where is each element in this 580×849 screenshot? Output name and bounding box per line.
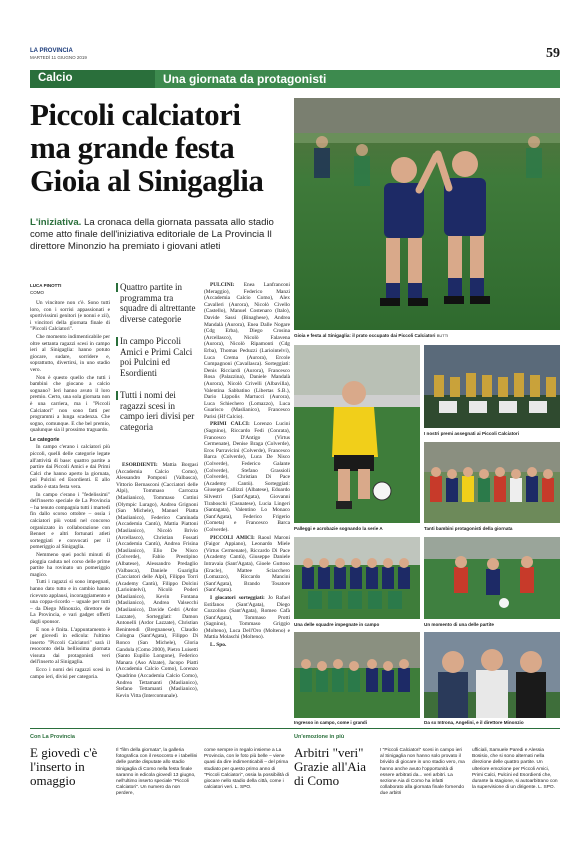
photo-caption: Da sx Introna, Angelini, e il direttore Minonzio (424, 720, 524, 725)
photo-caption: Palleggi e acrobazie sognando la serie A (294, 526, 383, 531)
player-list: Lorenzo Lucini (Sagnino), Riccardo Fedi (Conrata), Francesco D'Antigo (Virtus Cermenate), Denise Braga (Colverde), Eros Parravicini (Colverde), Francesco Barca (Colverde), Luca De Nisco (Colverde), Federico Galante (Colverde), Stefano Grassioli (Colverde), Christian Di Pace (Academy Cantù). Sorteggiati: Giuseppe Callizzi (Albatese), Edoardo Silvestri (Sant'Agata), Giovanni Tiraboschi (Casnatese), Lucia Lingeri (Santagata), Valentino Lo Monaco (Sant'Agata), Federico Frigerio (Cometa) e Francesco Barca (Colverde). (204, 421, 290, 533)
paragraph: Un vincitore non c'è. Sono tutti loro, con i sorrisi appassionati e sportivissimi genitori (e nonni e zii), i vincitori della giornata finale di "Piccoli Calciatori". (30, 300, 110, 333)
photo-caption: Ingresso in campo, come i grandi (294, 720, 368, 725)
pull-quote: Tutti i nomi dei ragazzi scesi in campo ieri divisi per categoria (116, 390, 198, 432)
player-list: Raoul Maroni (Faigor Appiano), Leonardo Miele (Virtus Cermenate), Riccardo Di Pace (Academy Cantù), Giuseppe Daniele Intravaia (Sant'Agata), Gioele Guttoso (Eracle), Mattee Sciacchero (Lomazzo), Riccardo Mancini (Sant'Agata), Brando Tosatore (Sant'Agata). (204, 534, 290, 594)
pull-quote: Quattro partite in programma tra squadre di altrettante diverse categorie (116, 282, 198, 324)
box-right-headline: Arbitri "veri" Grazie all'Aia di Como (294, 745, 366, 788)
photo-caption: I nostri premi assegnati ai Piccoli Calciatori (424, 431, 519, 436)
article-column-2 (116, 462, 198, 718)
category-heading: I giocatori sorteggiati: (210, 594, 265, 601)
signature: L. SPO. (538, 785, 555, 791)
kicker: L'iniziativa. (30, 217, 82, 228)
standfirst-text: La cronaca della giornata passata allo stadio come atto finale dell'iniziativa editoriale de La Provincia Il direttore Minonzio ha premiato i giovani atleti (30, 217, 274, 252)
player-list: Enea Lanfranconi (Meraggio), Federico Manzi (Accademia Calcio Como), Alex Cavalleri (Aurora), Nicolò Civello (Castello), Manuel Costenaro (Italo), Davide Sassi (Binaghese), Andrea Mandalà (Aurora), Enea Dalle Nogare (Cdg Erba), Diego Crosina (Arcellasco), Nicolò Falavena (Aurora), Nicolò Ripamonti (Cdg Erba), Thomas Peduzzi (Lariointelvi), Luca Crema (Aurora), Ercole Compagnoni (Cavallasca). Sorteggiati: Denis Ricciardi (Aurora), Francesco Rosa (Palazzina), Daniele Mandalà (Aurora), Nicolò Crivelli (Albavilla), Valentina Sabbatino (Libertas S.B.), Dario Lippolis Martucci (Aurora), Luca Schiechero (Lomazzo), Luca Guarisco (Maslianico), Francesco Parisi (Hf Calcio). (204, 282, 290, 420)
pull-quote: In campo Piccoli Amici e Primi Calci poi Pulcini ed Esordienti (116, 336, 198, 378)
paragraph: E non è finita. L'appuntamento è per giovedì in edicola: l'ultimo inserto "Piccoli Calciatori" sarà il resoconto della bellissima giornata vissuta dai protagonisti veri dell'inserto al Sinigaglia. (30, 626, 110, 666)
bottom-divider (30, 728, 560, 729)
headline-line-3: Gioia al Sinigaglia (30, 163, 264, 198)
photo-caption: Un momento di una delle partite (424, 622, 494, 627)
box-left-headline: E giovedì c'è l'inserto in omaggio (30, 745, 98, 788)
page-number: 59 (546, 46, 560, 61)
paragraph: Non è questo quello che tutti i bambini che giocano a calcio sognano? Ieri hanno avuto il loro premio. Certo, una sola giornata non è una carriera, ma i "Piccoli Calciatori" non sono fatti per programmi a lunga scadenza. Che sogno, comunque. E che bel premio, qualunque sia il prossimo traguardo. (30, 374, 110, 434)
photo-direttore (424, 632, 560, 718)
category-heading: PRIMI CALCI: (210, 421, 250, 428)
paragraph: Tutti i ragazzi si sono impegnati, hanno dato tutto e in cambio hanno ricevuto applausi, incoraggiamento e una coppa-ricordo – uguale per tutti – da Diego Minonzio, direttore de La Provincia, e vari gadget offerti dagli sponsor. (30, 579, 110, 625)
photo-squadra (294, 537, 420, 619)
headline (30, 98, 290, 197)
paragraph: Che momento indimenticabile per oltre settanta ragazzi scesi in campo ieri al Sinigaglia: hanno potuto giocare, sudare, sorridere e, soprattutto, divertirsi, in uno stadio vero. (30, 333, 110, 373)
photo-partita (424, 537, 560, 619)
main-photo (294, 98, 560, 330)
photo-tanti-bambini (424, 442, 560, 523)
box-left-section: Con La Provincia (30, 734, 75, 740)
paragraph: Nemmeno quei pochi minuti di pioggia caduta nel corso delle prime partite ha rovinato un pomeriggio magico. (30, 551, 110, 578)
signature: L. Spo. (210, 642, 227, 649)
photo-credit: BUTTI (436, 333, 449, 338)
author-city: COMO (30, 290, 44, 295)
player-list: Jo Rafael Estifanos (Sant'Agata), Diego Cozzolino (Sant'Agata), Romeo Cafà (Sant'Agata), Tommaso Protti (Sagnino), Tommaso Griggio (Molteno), Luca Dell'Oro (Molteno) e Mattia Molaschi (Molteno). (204, 594, 290, 641)
standfirst (30, 217, 295, 253)
box-right-text-1: I "Piccoli Calciatori" scesi in campo ieri al Sinigaglia non hanno solo provato il brivido di giocare in uno stadio vero, ma hanno anche avuto l'opportunità di essere arbitrati da... veri arbitri. La sezione Aia di Como ha infatti collaborato alla giornata finale fornendo due arbitri (380, 748, 465, 797)
article-column-3 (204, 282, 290, 720)
paragraph: In campo c'erano i "fedelissimi" dell'inserto speciale de La Provincia – ha tenuto compagnia tutti i martedì fin dallo scorso ottobre – ossia i calciatori più votati nel concorso organizzato in collaborazione con Bennet e altri fortunati atleti sorteggiati e convocati per il pomeriggio al Sinigaglia. (30, 491, 110, 551)
publication-name: LA PROVINCIA (30, 48, 73, 54)
section-bar (30, 70, 560, 88)
section-label: Calcio (30, 70, 155, 88)
box-left-text-1: Il "film della giornata", la galleria fotografica con il resoconto e i tabellini delle partite disputate allo stadio Sinigaglia di Como nella festa finale saranno in edicola giovedì 13 giugno, nell'ultimo inserto speciale "Piccoli Calciatori". Un numero da non perdere, (116, 748, 198, 797)
main-photo-caption: Gioia e festa al Sinigaglia: il prato occupato dai Piccoli Calciatori BUTTI (294, 333, 449, 338)
player-list: Mattia Borgasi (Accademia Calcio Como), Alessandro Pomponi (Valbasca), Vittorio Bernasconi (Cacciatori delle Alpi), Tommaso Carrozza (Maslianico), Tommaso Cottini (Olympic Lurago), Andrea Grignoni (San Michele), Manuel Piatta (Maslianico), Federico Caminada (Accademia Cantù), Mattia Piattoni (Maslianico), Nicolò Brivio (Arcellasco), Christian Fossati (Accademia Cantù), Andrea Frisina (Maslianico), Elio De Nisco (Colverde), Fabio Prestipino (Albatese), Alessandro Predaglio (Valbasca), Daniele Guariglia (Cacciatori delle Alpi), Filippo Torri (Academy Cantù), Filippo Dolcini (Lariointelvi), Nicolò Poderi (Maslianico), Kevin Fontana (Maslianico), Andrea Valsecchi (Maslianico), Davide Cedri (Ardor Lazzate), Sortegglati: Damon Antonelli (Ardor Lazzate), Christian Benintendi (Bregnanese), Claudio Cologna (Sant'Agata), Filippo Di Ronco (San Michele), Gloria Gandola (Como 2000), Pietro Luisetti (Santo Eupilio Longone), Federico Manara (Aso Alzate), Jacopo Piatti (Accademia Calcio Como), Lorenzo Quadrino (Accademia Calcio Como), Andrea Tettamanti (Maslianico), Stefano Tettamanti (Maslianico), Kevin Vitta (Intercomunale). (116, 462, 198, 699)
author-name: LUCA PINOTTI (30, 283, 62, 288)
box-right-section: Un'emozione in più (294, 734, 345, 740)
paragraph: In campo c'erano i calciatori più piccoli, quelli delle categorie legate all'attività di base: quattro partite a partire dai Piccoli Amici e dai Primi Calci che hanno aperto la giornata, poi Pulcini ed Esordienti. E allo stadio è stata festa vera. (30, 444, 110, 491)
photo-palleggi (294, 345, 420, 523)
byline (30, 283, 110, 295)
paragraph: Ecco i nomi dei ragazzi scesi in campo ieri, divisi per categoria. (30, 667, 110, 680)
publication-date: MARTEDÌ 11 GIUGNO 2019 (30, 55, 87, 60)
pull-quotes (116, 282, 198, 444)
box-left-text-2: come sempre in regalo insieme a La Provincia, con le foto più belle – viene quasi da dire indimenticabili – del prima studiato per questo primo anno di "Piccoli Calciatori", ossia la possibilità di giocare nello stadio della città, come i calciatori veri. L. SPO. (204, 748, 289, 791)
headline-line-2: ma grande festa (30, 130, 235, 165)
section-title: Una giornata da protagonisti (155, 70, 560, 88)
subheading: Le categorie (30, 436, 60, 443)
headline-line-1: Piccoli calciatori (30, 97, 241, 132)
category-heading: ESORDIENTI: (122, 462, 158, 468)
article-column-1 (30, 300, 110, 720)
signature: L. SPO. (234, 785, 252, 791)
photo-caption: Tanti bambini protagonisti della giornata (424, 526, 513, 531)
category-heading: PULCINI: (210, 282, 235, 288)
masthead (30, 44, 560, 66)
box-right-text-2: ufficiali, Samuele Paredi e Alessia Bosisio, che si sono alternati nella direzione delle quattro partite. Un ulteriore emozione per Piccoli Amici, Primi Calci, Pulcini ed Esordienti che, durante la stagione, si autoarbitrano con la supervisione di un dirigente. L. SPO. (472, 748, 558, 791)
category-heading: PICCOLI AMICI: (210, 534, 255, 541)
photo-ingresso (294, 632, 420, 718)
photo-premi (424, 345, 560, 428)
photo-caption: Una delle squadre impegnate in campo (294, 622, 380, 627)
